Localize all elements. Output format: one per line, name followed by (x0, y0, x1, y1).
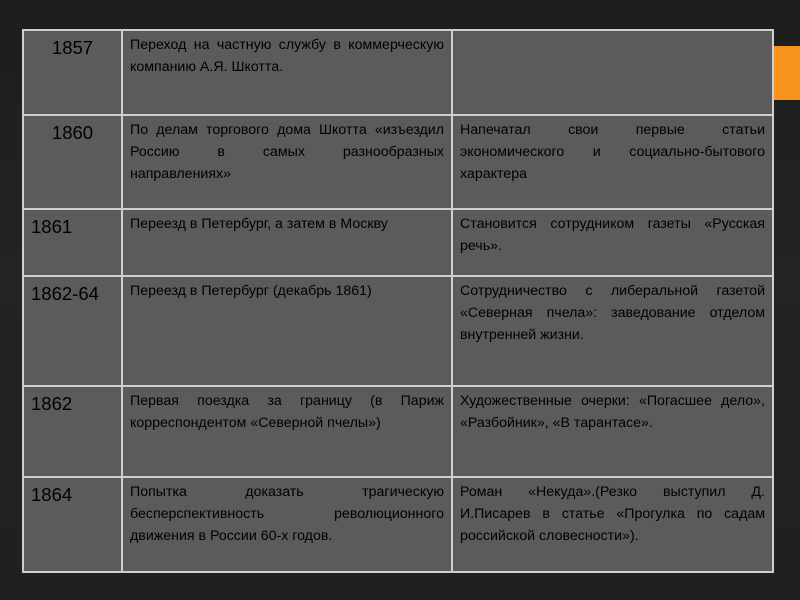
year-cell: 1860 (23, 115, 122, 209)
event-cell: Переезд в Петербург, а затем в Москву (122, 209, 452, 276)
table-row (23, 115, 773, 209)
year-cell: 1862-64 (23, 276, 122, 386)
year-cell: 1862 (23, 386, 122, 477)
event-cell: Переход на частную службу в коммерческую компанию А.Я. Шкотта. (122, 30, 452, 115)
activity-cell (452, 30, 773, 115)
table-row (23, 30, 773, 115)
table-row (23, 477, 773, 572)
chronology-table (22, 29, 774, 573)
year-cell: 1857 (23, 30, 122, 115)
activity-cell: Художественные очерки: «Погасшее дело», «Разбойник», «В тарантасе». (452, 386, 773, 477)
event-cell: По делам торгового дома Шкотта «изъездил Россию в самых разнообразных направлениях» (122, 115, 452, 209)
event-cell: Первая поездка за границу (в Париж корреспондентом «Северной пчелы») (122, 386, 452, 477)
activity-cell: Роман «Некуда».(Резко выступил Д. И.Писарев в статье «Прогулка по садам российской словесности»). (452, 477, 773, 572)
table-row (23, 276, 773, 386)
year-cell: 1861 (23, 209, 122, 276)
table-row (23, 209, 773, 276)
year-cell: 1864 (23, 477, 122, 572)
table-row (23, 386, 773, 477)
activity-cell: Напечатал свои первые статьи экономического и социально-бытового характера (452, 115, 773, 209)
event-cell: Попытка доказать трагическую бесперспективность революционного движения в России 60-х годов. (122, 477, 452, 572)
activity-cell: Становится сотрудником газеты «Русская речь». (452, 209, 773, 276)
activity-cell: Сотрудничество с либеральной газетой «Северная пчела»: заведование отделом внутренней жизни. (452, 276, 773, 386)
event-cell: Переезд в Петербург (декабрь 1861) (122, 276, 452, 386)
